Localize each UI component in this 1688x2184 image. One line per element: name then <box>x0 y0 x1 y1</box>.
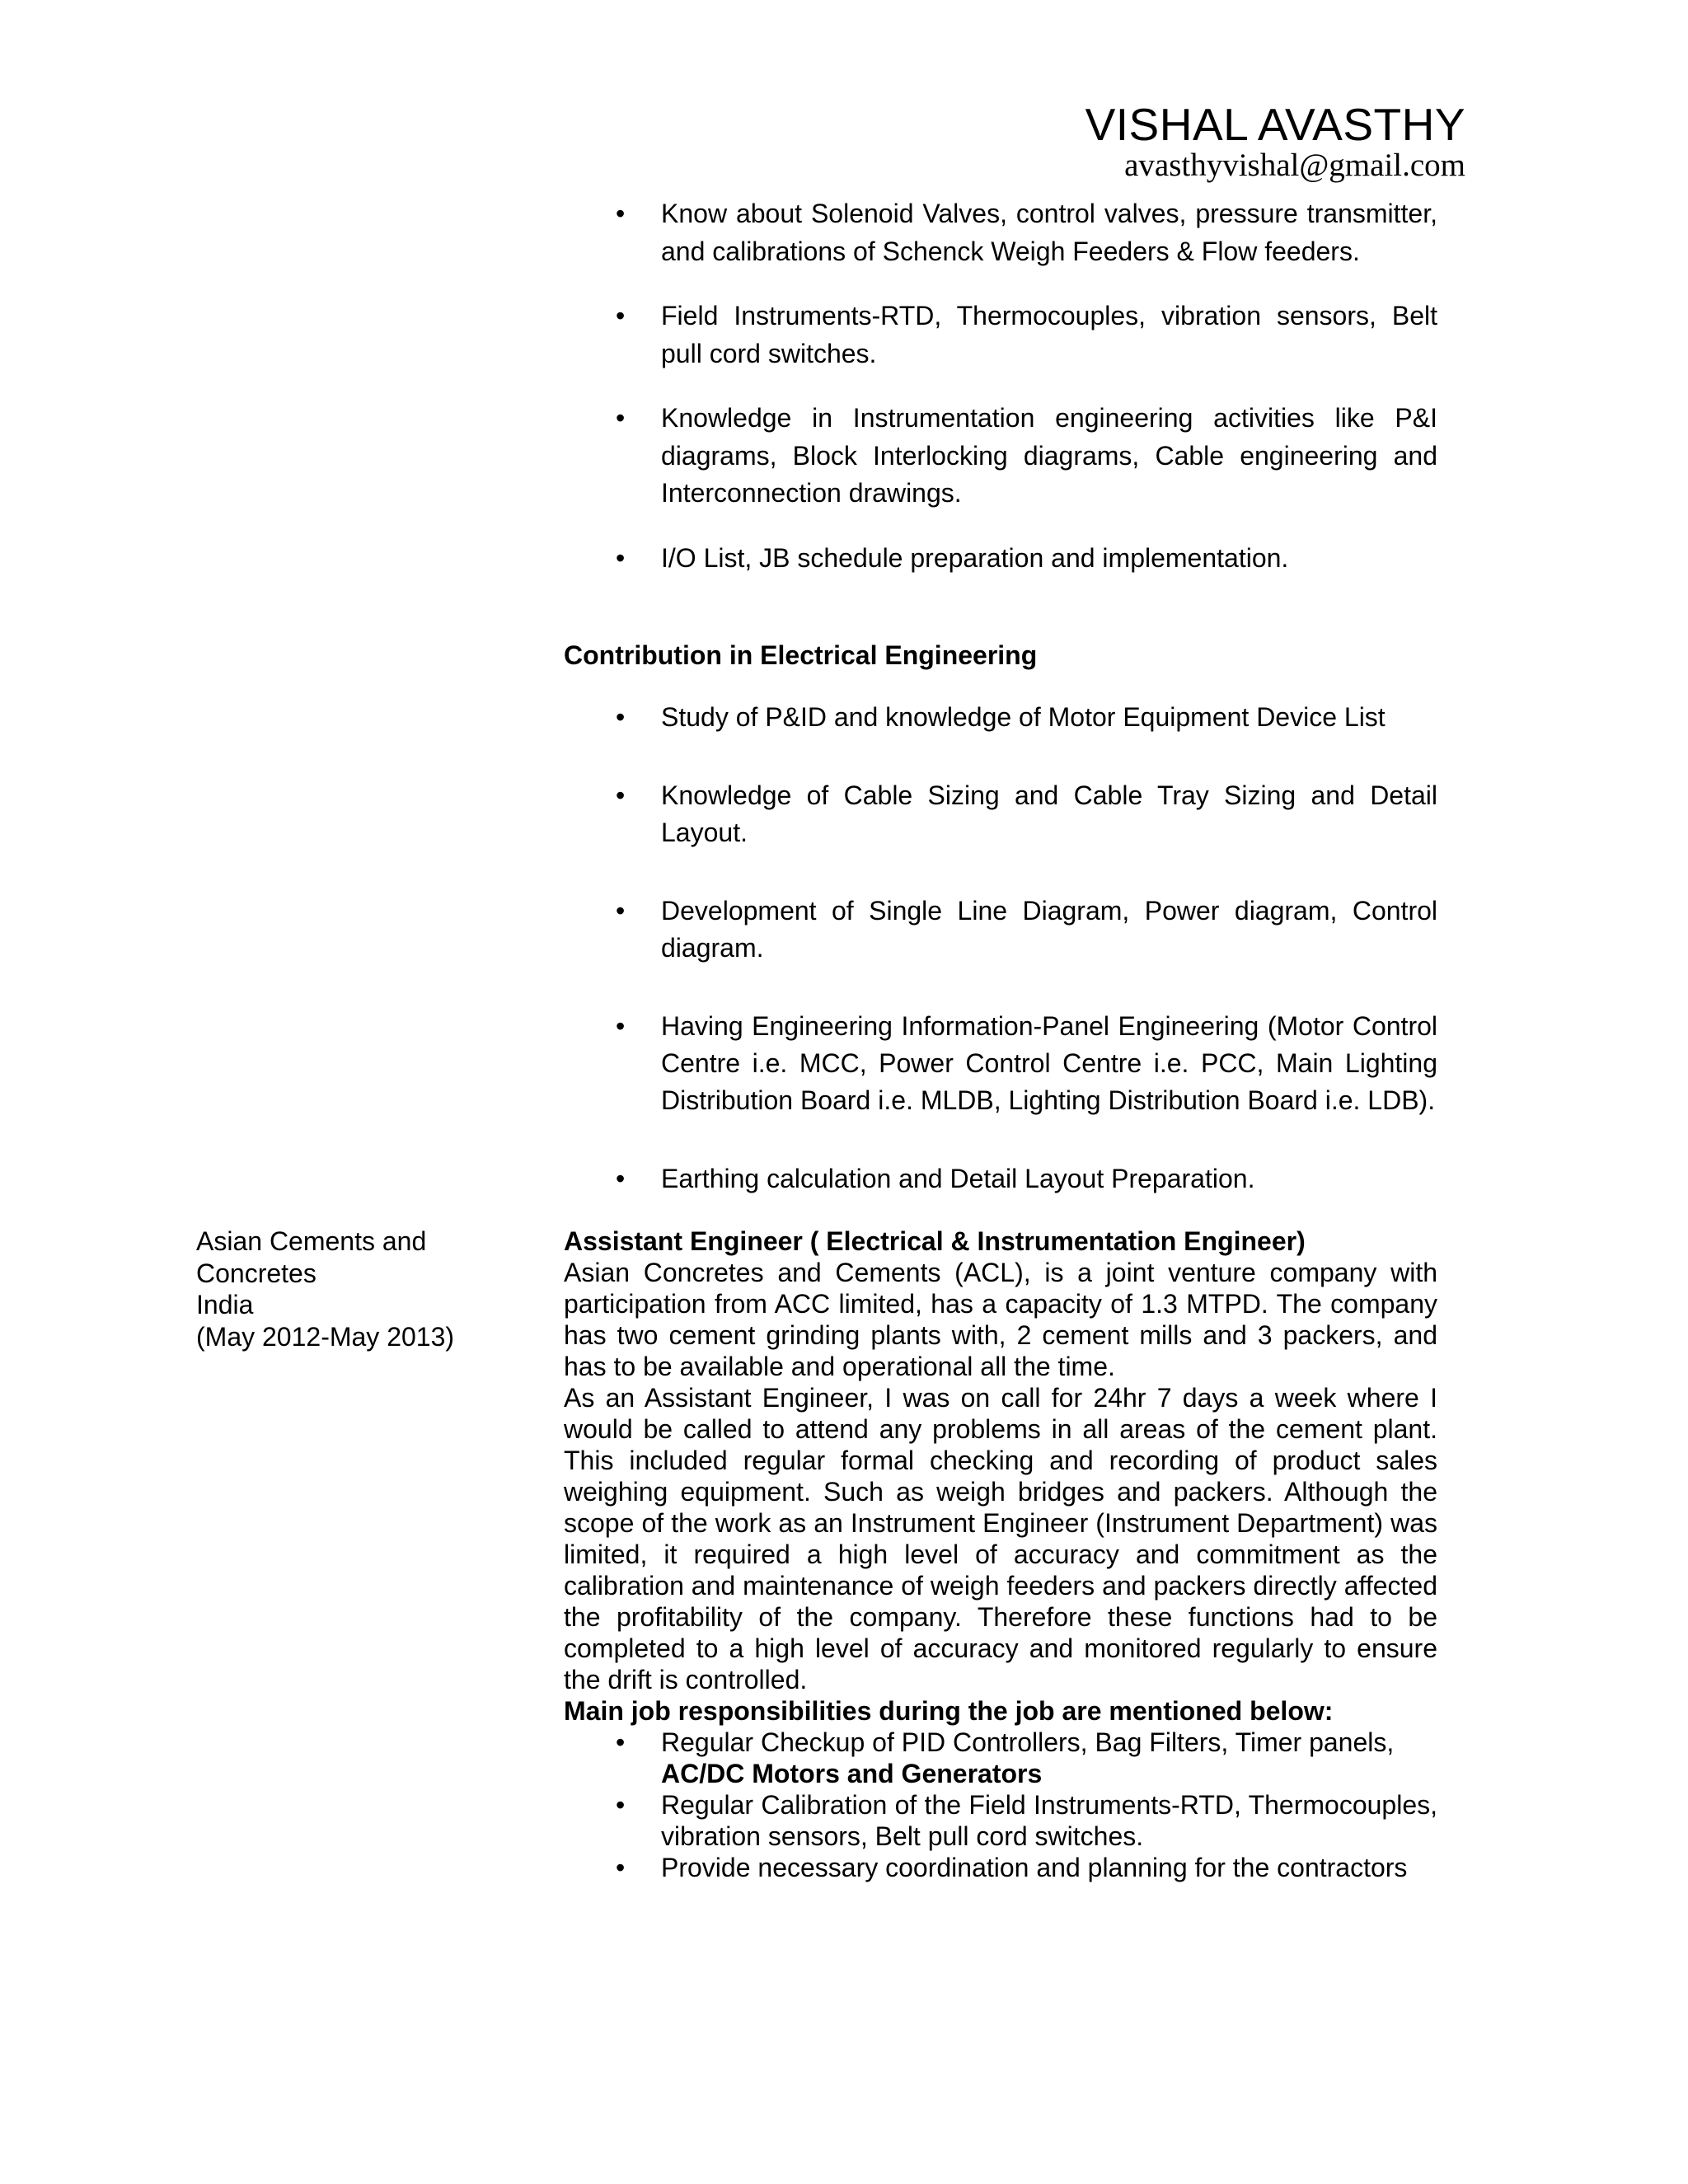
bullet-icon: • <box>616 199 626 228</box>
bullet-icon: • <box>616 1164 626 1193</box>
candidate-name: VISHAL AVASTHY <box>1085 99 1465 150</box>
bullet-icon: • <box>616 403 626 433</box>
electrical-section <box>564 699 1437 1197</box>
instrumentation-bullet-list <box>564 195 1437 577</box>
list-item: • Study of P&ID and knowledge of Motor Equipment Device List <box>564 699 1437 736</box>
employer-company-line2: Concretes <box>196 1258 316 1288</box>
bullet-icon: • <box>616 542 626 573</box>
bullet-icon: • <box>616 1853 626 1882</box>
bullet-icon: • <box>616 301 626 330</box>
bullet-icon: • <box>616 702 626 732</box>
list-item: • Regular Checkup of PID Controllers, Bag Filters, Timer panels, AC/DC Motors and Generators <box>616 1727 1395 1788</box>
job-title: Assistant Engineer ( Electrical & Instrumentation Engineer) <box>564 1226 1306 1256</box>
electrical-section-heading: Contribution in Electrical Engineering <box>564 640 1038 670</box>
candidate-email: avasthyvishal@gmail.com <box>1124 148 1465 183</box>
list-item: • Development of Single Line Diagram, Power diagram, Control diagram. <box>564 893 1437 967</box>
list-item: • Having Engineering Information-Panel Engineering (Motor Control Centre i.e. MCC, Power Control Centre i.e. PCC, Main Lighting Distribution Board i.e. MLDB, Lighting Distribution Board i.e. LDB). <box>564 1008 1437 1119</box>
bullet-icon: • <box>616 1790 626 1820</box>
employer-sidebar <box>196 1226 454 1352</box>
list-item: • Provide necessary coordination and planning for the contractors <box>616 1853 1408 1882</box>
responsibilities-heading: Main job responsibilities during the job are mentioned below: <box>564 1696 1334 1726</box>
electrical-bullet-list <box>564 699 1437 1197</box>
list-item: • I/O List, JB schedule preparation and implementation. <box>564 540 1437 578</box>
bullet-icon: • <box>616 896 626 926</box>
employer-period: (May 2012-May 2013) <box>196 1321 455 1352</box>
responsibilities-list <box>564 1727 1437 1883</box>
instrumentation-section <box>564 195 1437 577</box>
job-description-paragraph: Asian Concretes and Cements (ACL), is a joint venture company with participation from ACC limited, has a capacity of 1.3 MTPD. The company has two cement grinding plants with, 2 cement mills and 3 packers, and has to be available and operational all the time. <box>564 1258 1437 1381</box>
job-duties-paragraph: As an Assistant Engineer, I was on call for 24hr 7 days a week where I would be called to attend any problems in all areas of the cement plant. This included regular formal checking and recording of product sales weighing equipment. Such as weigh bridges and packers. Although the scope of the work as an Instrument Engineer (Instrument Department) was limited, it required a high level of accuracy and commitment as the calibration and maintenance of weigh feeders and packers directly affected the profitability of the company. Therefore these functions had to be completed to a high level of accuracy and monitored regularly to ensure the drift is controlled. <box>564 1383 1437 1694</box>
bullet-icon: • <box>616 1727 626 1757</box>
employer-company-line1: Asian Cements and <box>196 1226 427 1256</box>
list-item: • Earthing calculation and Detail Layout Preparation. <box>564 1160 1437 1197</box>
list-item: • Knowledge of Cable Sizing and Cable Tray Sizing and Detail Layout. <box>564 777 1437 851</box>
list-item: • Know about Solenoid Valves, control valves, pressure transmitter, and calibrations of Schenck Weigh Feeders & Flow feeders. <box>564 195 1437 270</box>
list-item: • Field Instruments-RTD, Thermocouples, vibration sensors, Belt pull cord switches. <box>564 298 1437 373</box>
employer-location: India <box>196 1290 254 1319</box>
bold-emphasis: AC/DC Motors and Generators <box>661 1759 1043 1788</box>
list-item: • Knowledge in Instrumentation engineering activities like P&I diagrams, Block Interlocking diagrams, Cable engineering and Interconnection drawings. <box>564 400 1437 513</box>
job-section <box>564 1226 1437 1883</box>
bullet-icon: • <box>616 780 626 810</box>
bullet-icon: • <box>616 1011 626 1041</box>
list-item: • Regular Calibration of the Field Instruments-RTD, Thermocouples, vibration sensors, Belt pull cord switches. <box>616 1790 1437 1851</box>
